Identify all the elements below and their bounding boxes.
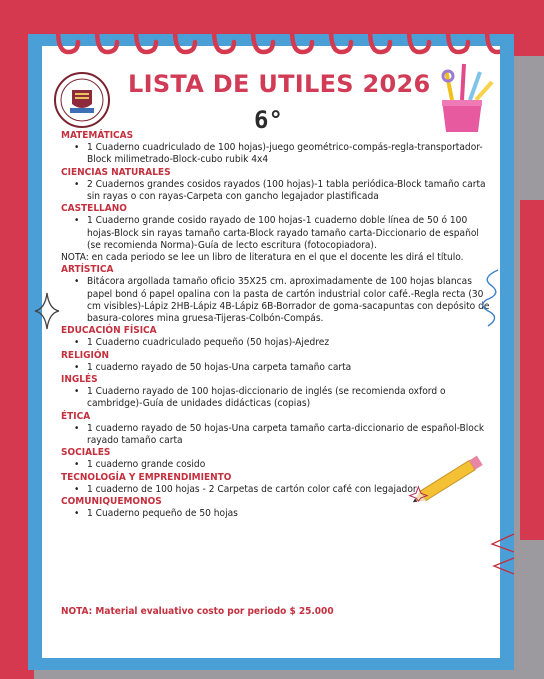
subject-ciencias [61, 167, 493, 204]
page-title: LISTA DE UTILES 2026 [128, 70, 431, 98]
ring [253, 14, 273, 52]
subject-item: • 1 Cuaderno cuadriculado de 100 hojas)-juego geométrico-compás-regla-transportador-Block milimetrado-Block-cubo rubik 4x4 [61, 142, 493, 166]
subject-educacion-fisica [61, 325, 493, 349]
pencil-icon [404, 450, 494, 508]
ring [175, 14, 195, 52]
subject-item: • 1 Cuaderno grande cosido rayado de 100 hojas-1 cuaderno doble línea de 50 ó 100 hojas-Block sin rayas tamaño carta-Block rayado tamaño carta-Diccionario de español (se recomienda Norma)-Guía de lecto escritura (fotocopiadora). [61, 215, 493, 252]
ring [370, 14, 390, 52]
subject-castellano [61, 203, 493, 264]
subject-item: • 1 cuaderno rayado de 50 hojas-Una carpeta tamaño carta-diccionario de español-Block rayado tamaño carta [61, 423, 493, 447]
pencil-cup-icon [436, 60, 500, 138]
subject-item: • 1 Cuaderno rayado de 100 hojas-diccionario de inglés (se recomienda oxford o cambridge)-Guía de unidades didácticas (copias) [61, 386, 493, 410]
subject-title: CASTELLANO [61, 203, 127, 215]
sparkle-icon [486, 530, 516, 578]
ring [409, 14, 429, 52]
subject-title: ARTÍSTICA [61, 264, 114, 276]
subject-item: • 1 cuaderno grande cosido [61, 459, 493, 471]
background-red-right [520, 200, 544, 540]
subject-item: • 1 Cuaderno cuadriculado pequeño (50 hojas)-Ajedrez [61, 337, 493, 349]
cost-note: NOTA: Material evaluativo costo por periodo $ 25.000 [61, 606, 334, 617]
subject-title: INGLÉS [61, 374, 98, 386]
ring [487, 14, 500, 52]
subject-item: • 2 Cuadernos grandes cosidos rayados (100 hojas)-1 tabla periódica-Block tamaño carta sin rayas o con rayas-Carpeta con gancho legajador plastificada [61, 179, 493, 203]
ring [136, 14, 156, 52]
ring [331, 14, 351, 52]
subject-item: • 1 Cuaderno pequeño de 50 hojas [61, 508, 493, 520]
subject-title: ÉTICA [61, 410, 91, 422]
subject-title: CIENCIAS NATURALES [61, 166, 171, 178]
school-logo-icon [54, 72, 110, 128]
subject-title: RELIGIÓN [61, 349, 110, 361]
subject-etica [61, 411, 493, 448]
swirl-icon [478, 268, 502, 328]
subject-religion [61, 350, 493, 374]
ring [292, 14, 312, 52]
sparkle-icon [34, 292, 60, 330]
subject-title: SOCIALES [61, 447, 111, 459]
subject-title: EDUCACIÓN FÍSICA [61, 325, 157, 337]
subject-item: • 1 cuaderno de 100 hojas - 2 Carpetas de cartón color café con legajador [61, 484, 493, 496]
castellano-note: NOTA: en cada periodo se lee un libro de literatura en el que el docente les dirá el título. [61, 252, 464, 264]
subject-item: • Bitácora argollada tamaño oficio 35X25 cm. aproximadamente de 100 hojas blancas papel bond ó papel opalina con la pasta de cartón industrial color café.-Regla recta (30 cm visibles)-Lápiz 2HB-Lápiz 4B-Lápiz 6B-Borrador de goma-sacapuntas con depósito de basura-colores mina gruesa-Tijeras-Colbón-Compás. [61, 276, 493, 325]
ring-binding-icon [44, 8, 500, 62]
ring [58, 14, 78, 52]
ring [214, 14, 234, 52]
ring [448, 14, 468, 52]
subject-item: • 1 cuaderno rayado de 50 hojas-Una carpeta tamaño carta [61, 362, 493, 374]
subject-title: TECNOLOGÍA Y EMPRENDIMIENTO [61, 471, 232, 483]
grade-label: 6° [254, 106, 283, 134]
subject-title: MATEMÁTICAS [61, 130, 134, 141]
subject-artistica [61, 264, 493, 325]
subject-ingles [61, 374, 493, 411]
subject-title: COMUNIQUEMONOS [61, 496, 162, 508]
ring [97, 14, 117, 52]
subject-matematicas [61, 130, 493, 167]
